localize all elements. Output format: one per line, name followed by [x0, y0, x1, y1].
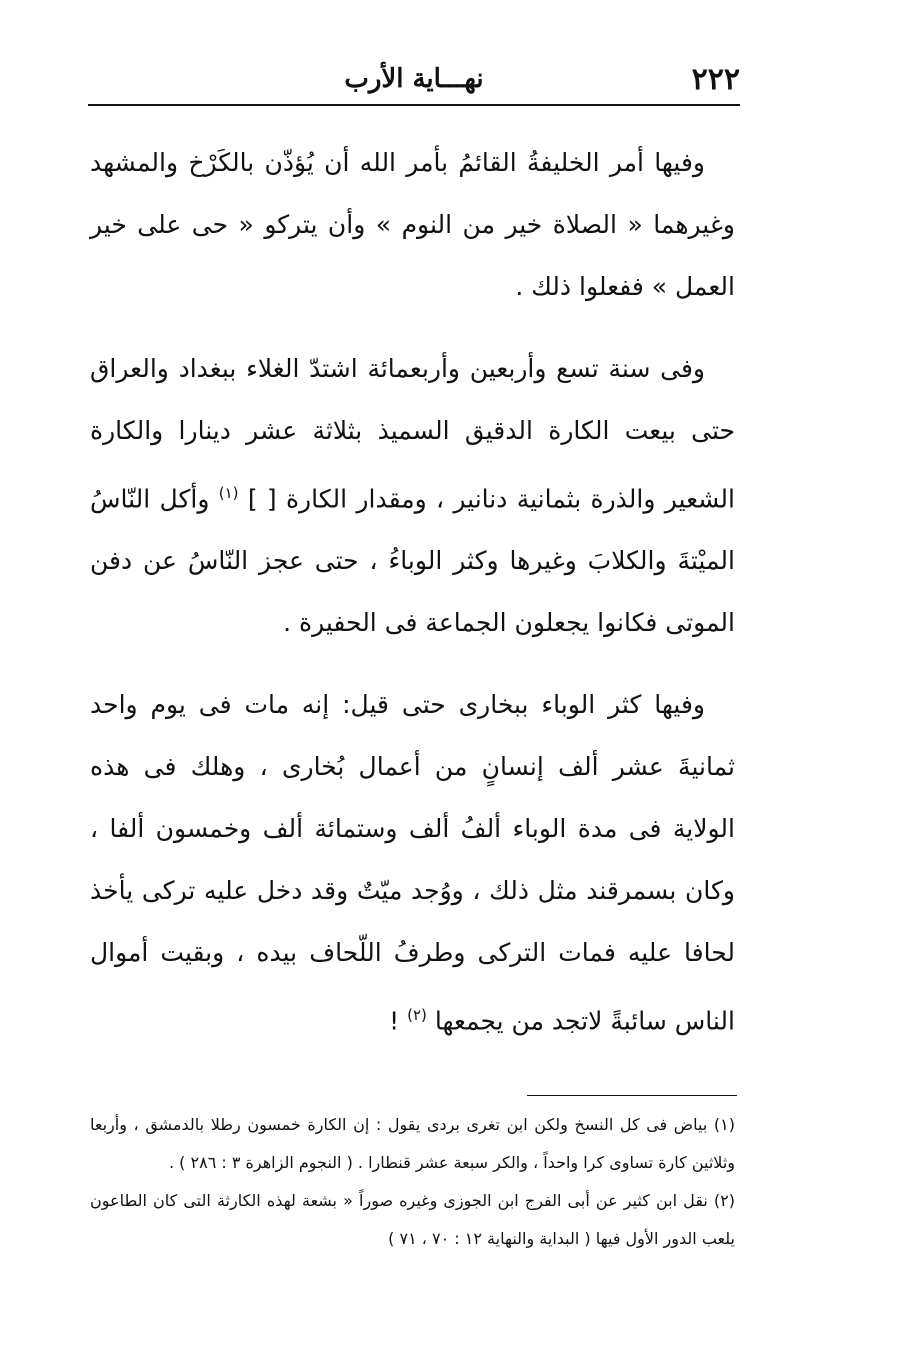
book-title: نهـــاية الأرب: [344, 64, 484, 94]
footnotes: [90, 1106, 735, 1258]
page-number: ٢٢٢: [691, 62, 740, 97]
paragraph-famine-baghdad: وفى سنة تسع وأربعين وأربعمائة اشتدّ الغلاء ببغداد والعراق حتى بيعت الكارة الدقيق السميذ بثلاثة عشر دينارا والكارة الشعير والذرة بثمانية دنانير ، ومقدار الكارة [ ] $^{(١)}$ وأكل النّاسُ الميْتةَ والكلابَ وغيرها وكثر الوباءُ ، حتى عجز النّاسُ عن دفن الموتى فكانوا يجعلون الجماعة فى الحفيرة .: [90, 354, 735, 638]
header-divider: [88, 104, 740, 106]
footnote-ref-1: (١): [218, 484, 239, 502]
main-text: [90, 132, 735, 1073]
footnote-divider: [527, 1095, 737, 1096]
running-header: [88, 58, 740, 102]
footnote-1: (١) بياض فى كل النسخ ولكن ابن تغرى بردى يقول : إن الكارة خمسون رطلا بالدمشق ، وأربعا وثلاثين كارة تساوى كرا واحداً ، والكر سبعة عشر قنطارا . ( النجوم الزاهرة ٣ : ٢٨٦ ) .: [90, 1115, 735, 1172]
paragraph-plague-bukhara: وفيها كثر الوباء ببخارى حتى قيل: إنه مات فى يوم واحد ثمانيةَ عشر ألف إنسانٍ من أعمال بُخارى ، وهلك فى هذه الولاية فى مدة الوباء ألفُ ألف وستمائة ألف وخمسون ألفا ، وكان بسمرقند مثل ذلك ، ووُجد ميّتٌ وقد دخل عليه تركى يأخذ لحافا عليه فمات التركى وطرفُ اللّحاف بيده ، وبقيت أموال الناس سائبةً لاتجد من يجمعها $^{(٢)}$ !: [90, 690, 735, 1036]
paragraph-caliph-adhan: وفيها أمر الخليفةُ القائمُ بأمر الله أن يُؤذّن بالكَرْخ والمشهد وغيرهما « الصلاة خير من النوم » وأن يتركو « حى على خير العمل » ففعلوا ذلك .: [90, 148, 735, 301]
footnote-2: (٢) نقل ابن كثير عن أبى الفرج ابن الجوزى وغيره صوراً « بشعة لهذه الكارثة التى كان الطاعون يلعب الدور الأول فيها ( البداية والنهاية ١٢ : ٧٠ ، ٧١ ): [90, 1191, 735, 1248]
footnote-ref-2: (٢): [407, 1006, 427, 1025]
